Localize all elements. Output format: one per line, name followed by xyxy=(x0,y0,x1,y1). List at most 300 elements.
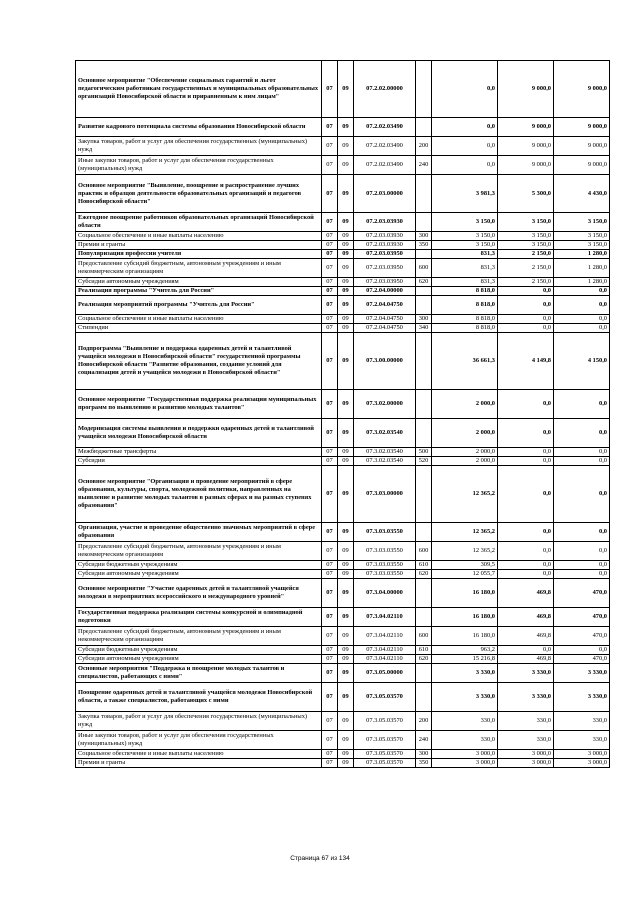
row-name-cell: Субсидии xyxy=(76,457,322,466)
section-cell: 07 xyxy=(322,390,338,419)
section-cell: 07 xyxy=(322,542,338,561)
expense-type-cell: 240 xyxy=(416,156,432,175)
amount-year3-cell: 0,0 xyxy=(554,448,610,457)
expense-type-cell: 600 xyxy=(416,259,432,278)
expense-type-cell xyxy=(416,287,432,296)
section-cell: 07 xyxy=(322,664,338,683)
amount-year2-cell: 4 149,8 xyxy=(498,333,554,390)
target-article-cell: 07.2.04.04750 xyxy=(354,296,416,315)
amount-year1-cell: 831,3 xyxy=(432,259,498,278)
subsection-cell: 09 xyxy=(338,315,354,324)
table-row xyxy=(76,712,610,731)
amount-year3-cell: 9 000,0 xyxy=(554,118,610,137)
section-cell: 07 xyxy=(322,333,338,390)
expense-type-cell xyxy=(416,175,432,213)
amount-year3-cell: 0,0 xyxy=(554,542,610,561)
table-row xyxy=(76,750,610,759)
row-name-cell: Государственная поддержка реализации системы конкурсной и олимпиадной подготовки xyxy=(76,608,322,627)
table-row xyxy=(76,683,610,712)
amount-year2-cell: 0,0 xyxy=(498,287,554,296)
row-name-cell: Развитие кадрового потенциала системы образования Новосибирской области xyxy=(76,118,322,137)
amount-year2-cell: 3 150,0 xyxy=(498,241,554,250)
target-article-cell: 07.3.05.03570 xyxy=(354,750,416,759)
target-article-cell: 07.2.03.00000 xyxy=(354,175,416,213)
table-row xyxy=(76,570,610,579)
amount-year3-cell: 1 280,0 xyxy=(554,250,610,259)
row-name-cell: Стипендии xyxy=(76,324,322,333)
subsection-cell: 09 xyxy=(338,213,354,232)
row-name-cell: Социальное обеспечение и иные выплаты населению xyxy=(76,315,322,324)
target-article-cell: 07.3.05.00000 xyxy=(354,664,416,683)
amount-year3-cell: 0,0 xyxy=(554,315,610,324)
table-row xyxy=(76,579,610,608)
subsection-cell: 09 xyxy=(338,466,354,523)
amount-year2-cell: 0,0 xyxy=(498,457,554,466)
target-article-cell: 07.2.04.00000 xyxy=(354,287,416,296)
section-cell: 07 xyxy=(322,241,338,250)
amount-year3-cell: 0,0 xyxy=(554,324,610,333)
subsection-cell: 09 xyxy=(338,655,354,664)
section-cell: 07 xyxy=(322,61,338,118)
subsection-cell: 09 xyxy=(338,731,354,750)
table-row xyxy=(76,561,610,570)
table-row xyxy=(76,390,610,419)
subsection-cell: 09 xyxy=(338,390,354,419)
section-cell: 07 xyxy=(322,448,338,457)
expense-type-cell xyxy=(416,118,432,137)
expense-type-cell: 620 xyxy=(416,570,432,579)
section-cell: 07 xyxy=(322,175,338,213)
amount-year2-cell: 0,0 xyxy=(498,570,554,579)
subsection-cell: 09 xyxy=(338,759,354,768)
expense-type-cell xyxy=(416,579,432,608)
amount-year1-cell: 0,0 xyxy=(432,137,498,156)
subsection-cell: 09 xyxy=(338,250,354,259)
expense-type-cell: 350 xyxy=(416,241,432,250)
expense-type-cell: 300 xyxy=(416,315,432,324)
page-number: Страница 67 из 134 xyxy=(290,855,350,862)
section-cell: 07 xyxy=(322,278,338,287)
row-name-cell: Премии и гранты xyxy=(76,241,322,250)
subsection-cell: 09 xyxy=(338,683,354,712)
amount-year3-cell: 0,0 xyxy=(554,523,610,542)
amount-year1-cell: 309,5 xyxy=(432,561,498,570)
row-name-cell: Предоставление субсидий бюджетным, автономным учреждениям и иным некоммерческим организациям xyxy=(76,542,322,561)
section-cell: 07 xyxy=(322,118,338,137)
target-article-cell: 07.2.04.04750 xyxy=(354,324,416,333)
target-article-cell: 07.3.05.03570 xyxy=(354,731,416,750)
amount-year1-cell: 12 365,2 xyxy=(432,466,498,523)
row-name-cell: Основное мероприятие "Участие одаренных детей и талантливой учащейся молодежи в мероприятиях всероссийского и международного уровней" xyxy=(76,579,322,608)
expense-type-cell xyxy=(416,390,432,419)
target-article-cell: 07.3.02.03540 xyxy=(354,419,416,448)
amount-year1-cell: 2 000,0 xyxy=(432,419,498,448)
subsection-cell: 09 xyxy=(338,175,354,213)
target-article-cell: 07.3.00.00000 xyxy=(354,333,416,390)
expense-type-cell: 200 xyxy=(416,137,432,156)
row-name-cell: Субсидии автономным учреждениям xyxy=(76,655,322,664)
table-row xyxy=(76,232,610,241)
expense-type-cell: 620 xyxy=(416,278,432,287)
amount-year3-cell: 3 000,0 xyxy=(554,750,610,759)
section-cell: 07 xyxy=(322,213,338,232)
expense-type-cell: 620 xyxy=(416,655,432,664)
subsection-cell: 09 xyxy=(338,448,354,457)
amount-year2-cell: 0,0 xyxy=(498,561,554,570)
subsection-cell: 09 xyxy=(338,419,354,448)
target-article-cell: 07.2.03.03950 xyxy=(354,259,416,278)
amount-year3-cell: 470,0 xyxy=(554,627,610,646)
amount-year2-cell: 3 330,0 xyxy=(498,683,554,712)
section-cell: 07 xyxy=(322,759,338,768)
target-article-cell: 07.3.04.02110 xyxy=(354,608,416,627)
table-row xyxy=(76,419,610,448)
target-article-cell: 07.2.02.03490 xyxy=(354,137,416,156)
row-name-cell: Организация, участие и проведение общественно значимых мероприятий в сфере образования xyxy=(76,523,322,542)
amount-year1-cell: 831,3 xyxy=(432,250,498,259)
subsection-cell: 09 xyxy=(338,118,354,137)
table-row xyxy=(76,137,610,156)
section-cell: 07 xyxy=(322,315,338,324)
row-name-cell: Предоставление субсидий бюджетным, автономным учреждениям и иным некоммерческим организациям xyxy=(76,259,322,278)
section-cell: 07 xyxy=(322,324,338,333)
target-article-cell: 07.3.04.02110 xyxy=(354,646,416,655)
table-row xyxy=(76,118,610,137)
target-article-cell: 07.2.03.03930 xyxy=(354,213,416,232)
amount-year1-cell: 12 365,2 xyxy=(432,523,498,542)
expense-type-cell: 600 xyxy=(416,627,432,646)
amount-year1-cell: 12 365,2 xyxy=(432,542,498,561)
section-cell: 07 xyxy=(322,712,338,731)
section-cell: 07 xyxy=(322,646,338,655)
amount-year2-cell: 3 150,0 xyxy=(498,213,554,232)
row-name-cell: Поощрение одаренных детей и талантливой учащейся молодежи Новосибирской области, а также специалистов, работающих с ними xyxy=(76,683,322,712)
row-name-cell: Предоставление субсидий бюджетным, автономным учреждениям и иным некоммерческим организациям xyxy=(76,627,322,646)
amount-year2-cell: 0,0 xyxy=(498,390,554,419)
target-article-cell: 07.3.03.03550 xyxy=(354,542,416,561)
row-name-cell: Межбюджетные трансферты xyxy=(76,448,322,457)
subsection-cell: 09 xyxy=(338,457,354,466)
table-row xyxy=(76,61,610,118)
target-article-cell: 07.3.03.03550 xyxy=(354,561,416,570)
amount-year1-cell: 16 180,0 xyxy=(432,579,498,608)
amount-year1-cell: 8 818,0 xyxy=(432,287,498,296)
row-name-cell: Основное мероприятие "Обеспечение социальных гарантий и льгот педагогическим работникам государственных и муниципальных образовательных организаций Новосибирской области и приравненным к ним лицам" xyxy=(76,61,322,118)
amount-year1-cell: 3 150,0 xyxy=(432,241,498,250)
amount-year2-cell: 9 000,0 xyxy=(498,137,554,156)
target-article-cell: 07.2.02.03490 xyxy=(354,156,416,175)
amount-year1-cell: 330,0 xyxy=(432,712,498,731)
amount-year3-cell: 3 330,0 xyxy=(554,683,610,712)
row-name-cell: Социальное обеспечение и иные выплаты населению xyxy=(76,750,322,759)
subsection-cell: 09 xyxy=(338,287,354,296)
amount-year1-cell: 2 000,0 xyxy=(432,457,498,466)
subsection-cell: 09 xyxy=(338,137,354,156)
amount-year1-cell: 12 055,7 xyxy=(432,570,498,579)
amount-year3-cell: 470,0 xyxy=(554,655,610,664)
row-name-cell: Закупка товаров, работ и услуг для обеспечения государственных (муниципальных) нужд xyxy=(76,137,322,156)
row-name-cell: Основное мероприятие "Организация и проведение мероприятий в сфере образования, культуры, спорта, молодежной политики, направленных на выявление и развитие молодых талантов в разных сферах и на разных ступенях образования" xyxy=(76,466,322,523)
amount-year2-cell: 3 000,0 xyxy=(498,750,554,759)
amount-year2-cell: 330,0 xyxy=(498,731,554,750)
amount-year2-cell: 0,0 xyxy=(498,542,554,561)
amount-year1-cell: 330,0 xyxy=(432,731,498,750)
row-name-cell: Иные закупки товаров, работ и услуг для обеспечения государственных (муниципальных) нужд xyxy=(76,156,322,175)
row-name-cell: Модернизация системы выявления и поддержки одаренных детей и талантливой учащейся молодежи Новосибирской области xyxy=(76,419,322,448)
expense-type-cell xyxy=(416,296,432,315)
amount-year1-cell: 3 150,0 xyxy=(432,232,498,241)
section-cell: 07 xyxy=(322,579,338,608)
amount-year1-cell: 3 330,0 xyxy=(432,664,498,683)
subsection-cell: 09 xyxy=(338,156,354,175)
target-article-cell: 07.3.05.03570 xyxy=(354,683,416,712)
amount-year2-cell: 5 300,0 xyxy=(498,175,554,213)
row-name-cell: Основное мероприятие "Государственная поддержка реализации муниципальных программ по выявлению и развитию молодых талантов" xyxy=(76,390,322,419)
amount-year3-cell: 1 280,0 xyxy=(554,259,610,278)
table-row xyxy=(76,324,610,333)
amount-year3-cell: 0,0 xyxy=(554,296,610,315)
section-cell: 07 xyxy=(322,137,338,156)
expense-type-cell xyxy=(416,213,432,232)
table-row xyxy=(76,759,610,768)
table-row xyxy=(76,333,610,390)
amount-year2-cell: 0,0 xyxy=(498,523,554,542)
target-article-cell: 07.3.03.03550 xyxy=(354,523,416,542)
amount-year2-cell: 469,8 xyxy=(498,579,554,608)
expense-type-cell xyxy=(416,466,432,523)
amount-year3-cell: 9 000,0 xyxy=(554,61,610,118)
subsection-cell: 09 xyxy=(338,523,354,542)
subsection-cell: 09 xyxy=(338,333,354,390)
expense-type-cell: 350 xyxy=(416,759,432,768)
amount-year1-cell: 16 180,0 xyxy=(432,608,498,627)
amount-year1-cell: 831,3 xyxy=(432,278,498,287)
section-cell: 07 xyxy=(322,419,338,448)
subsection-cell: 09 xyxy=(338,542,354,561)
target-article-cell: 07.3.05.03570 xyxy=(354,712,416,731)
amount-year3-cell: 4 430,0 xyxy=(554,175,610,213)
subsection-cell: 09 xyxy=(338,664,354,683)
amount-year3-cell: 0,0 xyxy=(554,287,610,296)
target-article-cell: 07.3.02.03540 xyxy=(354,448,416,457)
row-name-cell: Субсидии бюджетным учреждениям xyxy=(76,561,322,570)
amount-year2-cell: 9 000,0 xyxy=(498,61,554,118)
expense-type-cell: 610 xyxy=(416,646,432,655)
amount-year1-cell: 2 000,0 xyxy=(432,390,498,419)
table-row xyxy=(76,278,610,287)
target-article-cell: 07.3.03.03550 xyxy=(354,570,416,579)
expense-type-cell: 300 xyxy=(416,750,432,759)
amount-year2-cell: 0,0 xyxy=(498,296,554,315)
table-row xyxy=(76,296,610,315)
budget-table xyxy=(75,60,610,768)
expense-type-cell: 520 xyxy=(416,457,432,466)
subsection-cell: 09 xyxy=(338,646,354,655)
expense-type-cell xyxy=(416,664,432,683)
amount-year3-cell: 9 000,0 xyxy=(554,137,610,156)
target-article-cell: 07.2.02.00000 xyxy=(354,61,416,118)
expense-type-cell xyxy=(416,61,432,118)
amount-year3-cell: 0,0 xyxy=(554,466,610,523)
amount-year1-cell: 8 818,0 xyxy=(432,324,498,333)
table-row xyxy=(76,646,610,655)
expense-type-cell: 200 xyxy=(416,712,432,731)
amount-year2-cell: 3 330,0 xyxy=(498,664,554,683)
subsection-cell: 09 xyxy=(338,278,354,287)
table-row xyxy=(76,627,610,646)
target-article-cell: 07.2.03.03950 xyxy=(354,278,416,287)
target-article-cell: 07.3.04.02110 xyxy=(354,655,416,664)
section-cell: 07 xyxy=(322,627,338,646)
amount-year2-cell: 3 150,0 xyxy=(498,232,554,241)
section-cell: 07 xyxy=(322,232,338,241)
row-name-cell: Основные мероприятия "Поддержка и поощрение молодых талантов и специалистов, работающих с ними" xyxy=(76,664,322,683)
amount-year3-cell: 3 330,0 xyxy=(554,664,610,683)
table-row xyxy=(76,213,610,232)
table-row xyxy=(76,542,610,561)
target-article-cell: 07.2.03.03950 xyxy=(354,250,416,259)
amount-year3-cell: 330,0 xyxy=(554,731,610,750)
row-name-cell: Основное мероприятие "Выявление, поощрение и распространение лучших практик и образцов деятельности образовательных организаций и педагогов Новосибирской области" xyxy=(76,175,322,213)
target-article-cell: 07.2.04.04750 xyxy=(354,315,416,324)
subsection-cell: 09 xyxy=(338,712,354,731)
amount-year1-cell: 963,2 xyxy=(432,646,498,655)
amount-year1-cell: 0,0 xyxy=(432,156,498,175)
section-cell: 07 xyxy=(322,296,338,315)
amount-year2-cell: 0,0 xyxy=(498,448,554,457)
target-article-cell: 07.3.02.00000 xyxy=(354,390,416,419)
table-row xyxy=(76,175,610,213)
expense-type-cell: 500 xyxy=(416,448,432,457)
subsection-cell: 09 xyxy=(338,259,354,278)
subsection-cell: 09 xyxy=(338,241,354,250)
section-cell: 07 xyxy=(322,287,338,296)
target-article-cell: 07.2.02.03490 xyxy=(354,118,416,137)
expense-type-cell: 600 xyxy=(416,542,432,561)
table-row xyxy=(76,523,610,542)
amount-year1-cell: 36 661,3 xyxy=(432,333,498,390)
table-row xyxy=(76,315,610,324)
amount-year3-cell: 3 150,0 xyxy=(554,241,610,250)
amount-year1-cell: 2 000,0 xyxy=(432,448,498,457)
row-name-cell: Иные закупки товаров, работ и услуг для обеспечения государственных (муниципальных) нужд xyxy=(76,731,322,750)
table-body xyxy=(76,61,610,768)
table-row xyxy=(76,608,610,627)
amount-year3-cell: 0,0 xyxy=(554,561,610,570)
expense-type-cell xyxy=(416,683,432,712)
amount-year2-cell: 2 150,0 xyxy=(498,278,554,287)
amount-year2-cell: 330,0 xyxy=(498,712,554,731)
section-cell: 07 xyxy=(322,466,338,523)
section-cell: 07 xyxy=(322,683,338,712)
amount-year2-cell: 0,0 xyxy=(498,315,554,324)
amount-year3-cell: 0,0 xyxy=(554,390,610,419)
subsection-cell: 09 xyxy=(338,608,354,627)
amount-year2-cell: 0,0 xyxy=(498,466,554,523)
expense-type-cell: 340 xyxy=(416,324,432,333)
target-article-cell: 07.2.03.03930 xyxy=(354,241,416,250)
subsection-cell: 09 xyxy=(338,561,354,570)
amount-year2-cell: 0,0 xyxy=(498,324,554,333)
row-name-cell: Подпрограмма "Выявление и поддержка одаренных детей и талантливой учащейся молодежи в Новосибирской области" государственной программы Новосибирской области "Развитие образования, создание условий для социализации детей и учащейся молодежи в Новосибирской области" xyxy=(76,333,322,390)
amount-year3-cell: 470,0 xyxy=(554,608,610,627)
section-cell: 07 xyxy=(322,655,338,664)
amount-year1-cell: 3 000,0 xyxy=(432,750,498,759)
section-cell: 07 xyxy=(322,250,338,259)
amount-year2-cell: 9 000,0 xyxy=(498,156,554,175)
row-name-cell: Закупка товаров, работ и услуг для обеспечения государственных (муниципальных) нужд xyxy=(76,712,322,731)
amount-year1-cell: 15 216,8 xyxy=(432,655,498,664)
subsection-cell: 09 xyxy=(338,61,354,118)
expense-type-cell: 240 xyxy=(416,731,432,750)
table-row xyxy=(76,250,610,259)
amount-year2-cell: 3 000,0 xyxy=(498,759,554,768)
section-cell: 07 xyxy=(322,561,338,570)
amount-year3-cell: 4 150,0 xyxy=(554,333,610,390)
amount-year2-cell: 2 150,0 xyxy=(498,259,554,278)
section-cell: 07 xyxy=(322,523,338,542)
target-article-cell: 07.2.03.03930 xyxy=(354,232,416,241)
amount-year3-cell: 0,0 xyxy=(554,646,610,655)
amount-year1-cell: 3 150,0 xyxy=(432,213,498,232)
table-row xyxy=(76,156,610,175)
subsection-cell: 09 xyxy=(338,570,354,579)
subsection-cell: 09 xyxy=(338,232,354,241)
amount-year2-cell: 2 150,0 xyxy=(498,250,554,259)
amount-year3-cell: 1 280,0 xyxy=(554,278,610,287)
table-row xyxy=(76,457,610,466)
table-row xyxy=(76,664,610,683)
subsection-cell: 09 xyxy=(338,627,354,646)
expense-type-cell xyxy=(416,250,432,259)
amount-year1-cell: 8 818,0 xyxy=(432,296,498,315)
row-name-cell: Премии и гранты xyxy=(76,759,322,768)
row-name-cell: Социальное обеспечение и иные выплаты населению xyxy=(76,232,322,241)
subsection-cell: 09 xyxy=(338,324,354,333)
amount-year3-cell: 0,0 xyxy=(554,457,610,466)
expense-type-cell xyxy=(416,608,432,627)
table-row xyxy=(76,655,610,664)
amount-year2-cell: 469,8 xyxy=(498,655,554,664)
section-cell: 07 xyxy=(322,457,338,466)
amount-year2-cell: 469,8 xyxy=(498,608,554,627)
amount-year3-cell: 3 150,0 xyxy=(554,213,610,232)
expense-type-cell xyxy=(416,419,432,448)
amount-year1-cell: 3 330,0 xyxy=(432,683,498,712)
section-cell: 07 xyxy=(322,156,338,175)
row-name-cell: Реализация мероприятий программы "Учитель для России" xyxy=(76,296,322,315)
target-article-cell: 07.3.04.00000 xyxy=(354,579,416,608)
table-row xyxy=(76,731,610,750)
row-name-cell: Субсидии бюджетным учреждениям xyxy=(76,646,322,655)
table-row xyxy=(76,448,610,457)
amount-year3-cell: 9 000,0 xyxy=(554,156,610,175)
row-name-cell: Субсидии автономным учреждениям xyxy=(76,570,322,579)
row-name-cell: Реализация программы "Учитель для России" xyxy=(76,287,322,296)
amount-year2-cell: 0,0 xyxy=(498,419,554,448)
table-row xyxy=(76,287,610,296)
amount-year3-cell: 3 000,0 xyxy=(554,759,610,768)
amount-year3-cell: 0,0 xyxy=(554,570,610,579)
row-name-cell: Ежегодное поощрение работников образовательных организаций Новосибирской области xyxy=(76,213,322,232)
amount-year1-cell: 16 180,0 xyxy=(432,627,498,646)
amount-year1-cell: 0,0 xyxy=(432,61,498,118)
expense-type-cell: 610 xyxy=(416,561,432,570)
expense-type-cell xyxy=(416,523,432,542)
expense-type-cell: 300 xyxy=(416,232,432,241)
amount-year3-cell: 470,0 xyxy=(554,579,610,608)
amount-year1-cell: 8 818,0 xyxy=(432,315,498,324)
